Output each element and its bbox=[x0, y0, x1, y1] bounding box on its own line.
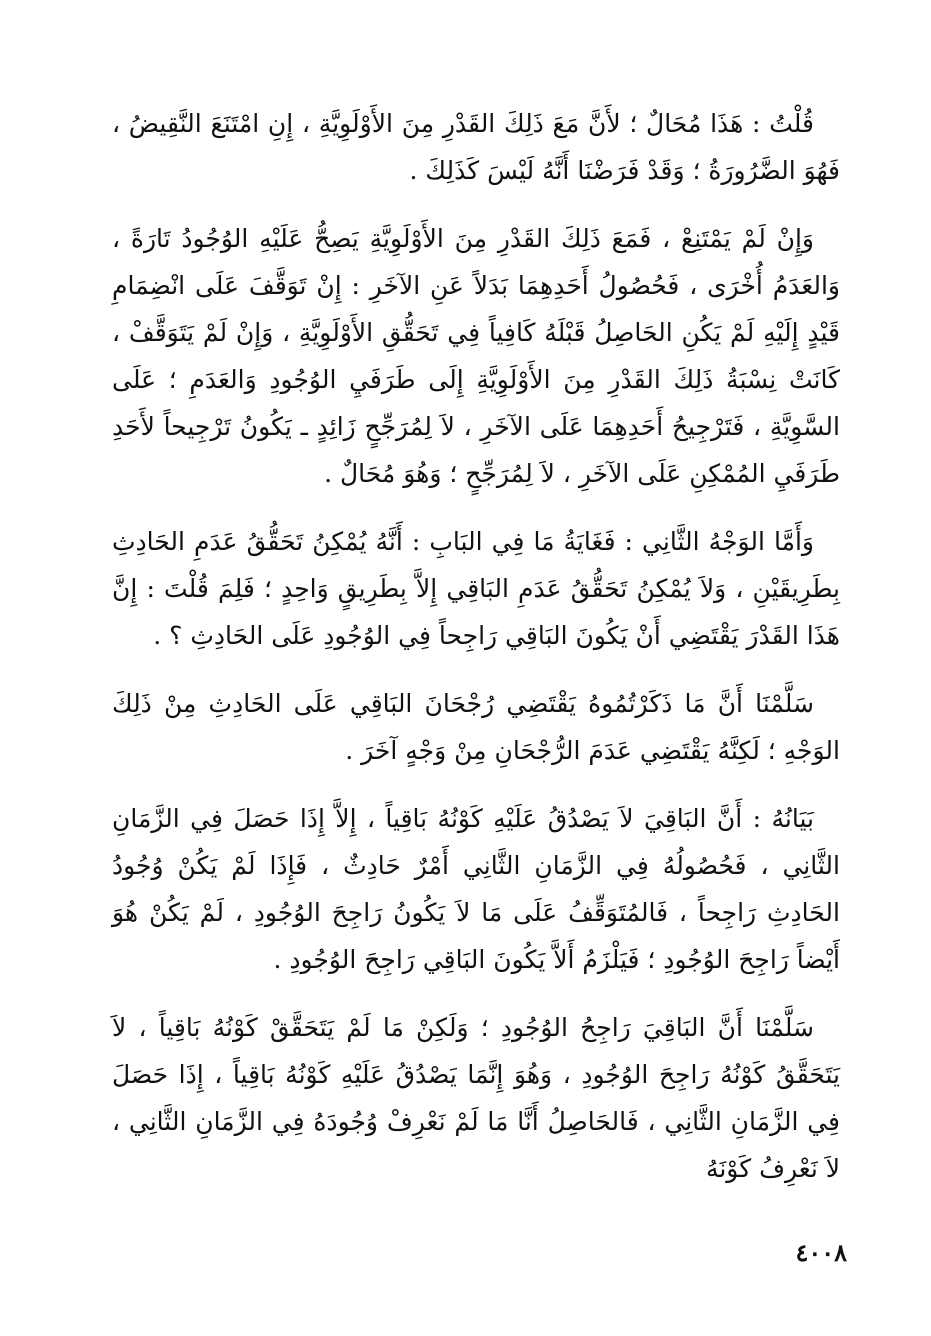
paragraph-3: وَأَمَّا الوَجْهُ الثَّانِي : فَغَايَةُ مَا فِي البَابِ : أَنَّهُ يُمْكِنُ تَحَقُّقُ عَدَمِ الحَادِثِ بِطَرِيقَيْنِ ، وَلاَ يُمْكِنُ تَحَقُّقُ عَدَمِ البَاقِي إِلاَّ بِطَرِيقٍ وَاحِدٍ ؛ فَلِمَ قُلْتَ : إِنَّ هَذَا القَدْرَ يَقْتَضِي أَنْ يَكُونَ البَاقِي رَاجِحاً فِي الوُجُودِ عَلَى الحَادِثِ ؟ . bbox=[112, 527, 840, 650]
paragraph-6: سَلَّمْنَا أَنَّ البَاقِيَ رَاجِحُ الوُجُودِ ؛ وَلَكِنْ مَا لَمْ يَتَحَقَّقْ كَوْنُهُ بَاقِياً ، لاَ يَتَحَقَّقُ كَوْنُهُ رَاجِحَ الوُجُودِ ، وَهُوَ إِنَّمَا يَصْدُقُ عَلَيْهِ كَوْنُهُ بَاقِياً ، إِذَا حَصَلَ فِي الزَّمَانِ الثَّانِي ، فَالحَاصِلُ أَنَّا مَا لَمْ نَعْرِفْ وُجُودَهُ فِي الزَّمَانِ الثَّانِي ، لاَ نَعْرِفُ كَوْنَهُ bbox=[112, 1013, 840, 1183]
paragraph-5: بَيَانُهُ : أَنَّ البَاقِيَ لاَ يَصْدُقُ عَلَيْهِ كَوْنُهُ بَاقِياً ، إِلاَّ إِذَا حَصَلَ فِي الزَّمَانِ الثَّانِي ، فَحُصُولُهُ فِي الزَّمَانِ الثَّانِي أَمْرٌ حَادِثٌ ، فَإِذَا لَمْ يَكُنْ وُجُودُ الحَادِثِ رَاجِحاً ، فَالمُتَوَقِّفُ عَلَى مَا لاَ يَكُونُ رَاجِحَ الوُجُودِ ، لَمْ يَكُنْ هُوَ أَيْضاً رَاجِحَ الوُجُودِ ؛ فَيَلْزَمُ أَلاَّ يَكُونَ البَاقِي رَاجِحَ الوُجُودِ . bbox=[112, 804, 840, 974]
paragraph-4: سَلَّمْنَا أَنَّ مَا ذَكَرْتُمُوهُ يَقْتَضِي رُجْحَانَ البَاقِي عَلَى الحَادِثِ مِنْ ذَلِكَ الوَجْهِ ؛ لَكِنَّهُ يَقْتَضِي عَدَمَ الرُّجْحَانِ مِنْ وَجْهٍ آخَرَ . bbox=[112, 689, 840, 765]
page-number: ٤٠٠٨ bbox=[795, 1238, 847, 1267]
body-text bbox=[112, 100, 840, 1213]
paragraph-1: قُلْتُ : هَذَا مُحَالٌ ؛ لأَنَّ مَعَ ذَلِكَ القَدْرِ مِنَ الأَوْلَوِيَّةِ ، إِنِ امْتَنَعَ النَّقِيضُ ، فَهُوَ الضَّرُورَةُ ؛ وَقَدْ فَرَضْنَا أَنَّهُ لَيْسَ كَذَلِكَ . bbox=[112, 109, 840, 185]
paragraph-2: وَإِنْ لَمْ يَمْتَنِعْ ، فَمَعَ ذَلِكَ القَدْرِ مِنَ الأَوْلَوِيَّةِ يَصِحُّ عَلَيْهِ الوُجُودُ تَارَةً ، وَالعَدَمُ أُخْرَى ، فَحُصُولُ أَحَدِهِمَا بَدَلاً عَنِ الآخَرِ : إِنْ تَوَقَّفَ عَلَى انْضِمَامِ قَيْدٍ إِلَيْهِ لَمْ يَكُنِ الحَاصِلُ قَبْلَهُ كَافِياً فِي تَحَقُّقِ الأَوْلَوِيَّةِ ، وَإِنْ لَمْ يَتَوَقَّفْ ، كَانَتْ نِسْبَةُ ذَلِكَ القَدْرِ مِنَ الأَوْلَوِيَّةِ إِلَى طَرَفَيِ الوُجُودِ وَالعَدَمِ ؛ عَلَى السَّوِيَّةِ ، فَتَرْجِيحُ أَحَدِهِمَا عَلَى الآخَرِ ، لاَ لِمُرَجِّحٍ زَائِدٍ ـ يَكُونُ تَرْجِيحاً لأَحَدِ طَرَفَيِ المُمْكِنِ عَلَى الآخَرِ ، لاَ لِمُرَجِّحٍ ؛ وَهُوَ مُحَالٌ . bbox=[112, 224, 840, 488]
